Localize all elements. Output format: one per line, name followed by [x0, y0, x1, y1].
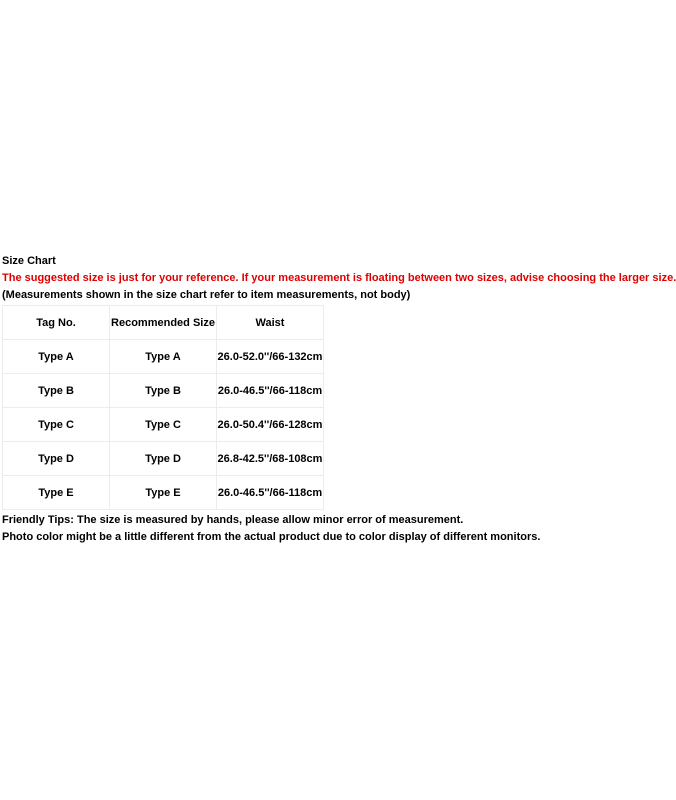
- tag-no-cell: Type B: [3, 374, 110, 408]
- size-chart-title: Size Chart: [2, 255, 56, 267]
- table-row: [3, 340, 324, 374]
- column-header-recommended-size: Recommended Size: [110, 306, 217, 340]
- table-header-row: [3, 306, 324, 340]
- recommended-size-cell: Type C: [110, 408, 217, 442]
- waist-cell: 26.0-46.5''/66-118cm: [217, 476, 324, 510]
- measurement-note: (Measurements shown in the size chart refer to item measurements, not body): [2, 289, 411, 301]
- table-row: [3, 476, 324, 510]
- waist-cell: 26.8-42.5''/68-108cm: [217, 442, 324, 476]
- tag-no-cell: Type E: [3, 476, 110, 510]
- table-row: [3, 442, 324, 476]
- table-row: [3, 408, 324, 442]
- friendly-tip-color: Photo color might be a little different from the actual product due to color display of different monitors.: [2, 531, 541, 543]
- size-suggestion-notice: The suggested size is just for your reference. If your measurement is floating between two sizes, advise choosing the larger size.: [2, 272, 676, 284]
- tag-no-cell: Type A: [3, 340, 110, 374]
- waist-cell: 26.0-50.4''/66-128cm: [217, 408, 324, 442]
- tag-no-cell: Type C: [3, 408, 110, 442]
- waist-cell: 26.0-52.0''/66-132cm: [217, 340, 324, 374]
- tips-section: [2, 512, 600, 546]
- friendly-tip-measurement: Friendly Tips: The size is measured by hands, please allow minor error of measurement.: [2, 514, 464, 526]
- table-row: [3, 374, 324, 408]
- column-header-tag-no: Tag No.: [3, 306, 110, 340]
- tag-no-cell: Type D: [3, 442, 110, 476]
- recommended-size-cell: Type B: [110, 374, 217, 408]
- size-chart-document: [2, 253, 676, 546]
- recommended-size-cell: Type D: [110, 442, 217, 476]
- size-table: [2, 305, 324, 510]
- recommended-size-cell: Type A: [110, 340, 217, 374]
- recommended-size-cell: Type E: [110, 476, 217, 510]
- column-header-waist: Waist: [217, 306, 324, 340]
- waist-cell: 26.0-46.5''/66-118cm: [217, 374, 324, 408]
